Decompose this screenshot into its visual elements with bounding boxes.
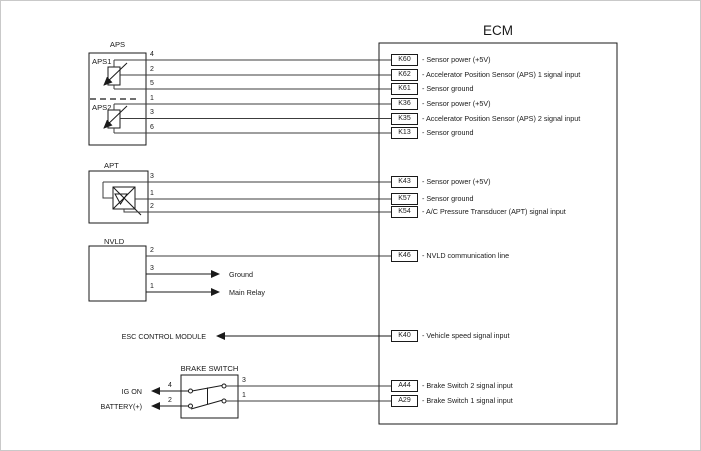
ecm-pin-id: K40 [391,330,418,342]
ecm-pin-id: K36 [391,98,418,110]
wire-number: 4 [168,381,172,389]
wire-number: 1 [150,94,154,102]
ig-on-label: IG ON [121,387,142,396]
aps-wires [114,60,391,133]
apt-box [89,171,148,223]
ecm-pin-id: K46 [391,250,418,262]
ground-label: Ground [229,270,253,279]
ecm-pin-id: K43 [391,176,418,188]
wire-number: 1 [150,189,154,197]
ecm-pin-desc: - Sensor power (+5V) [422,55,491,64]
battery-label: BATTERY(+) [100,402,142,411]
ecm-pin-desc: - Sensor ground [422,128,474,137]
wire-number: 4 [150,50,154,58]
nvld-title: NVLD [104,237,125,246]
brake-switch-contacts-icon [189,384,227,409]
ecm-pin-id: A44 [391,380,418,392]
ecm-pin-id: K13 [391,127,418,139]
ecm-pin-desc: - NVLD communication line [422,251,510,260]
ecm-pin-desc: - Sensor ground [422,194,474,203]
ecm-title: ECM [483,23,513,38]
brake-switch-wires [152,386,391,406]
wire-number: 2 [150,202,154,210]
brake-switch-title: BRAKE SWITCH [180,364,239,373]
wire-number: 2 [168,396,172,404]
wiring-diagram-canvas [1,1,701,451]
wire-number: 3 [150,172,154,180]
aps1-label: APS1 [92,57,112,66]
ecm-pin-desc: - Sensor power (+5V) [422,177,491,186]
aps2-label: APS2 [92,103,112,112]
nvld-box [89,246,146,301]
nvld-wires [146,256,391,292]
ecm-pin-desc: - Accelerator Position Sensor (APS) 2 signal input [422,113,581,123]
ecm-pin-id: K54 [391,206,418,218]
brake-switch-box [181,375,238,418]
apt-title: APT [104,161,119,170]
ecm-pin-id: K60 [391,54,418,66]
ecm-pin-desc: - Sensor ground [422,84,474,93]
ecm-pin-desc: - Vehicle speed signal input [422,331,510,340]
ecm-pin-id: K57 [391,193,418,205]
ecm-pin-desc: - Accelerator Position Sensor (APS) 1 signal input [422,70,581,79]
ecm-pin-desc: - A/C Pressure Transducer (APT) signal input [422,207,566,216]
ecm-pin-id: K62 [391,69,418,81]
ecm-pin-id: A29 [391,395,418,407]
wire-number: 5 [150,79,154,87]
aps-title: APS [109,40,126,49]
wire-number: 2 [150,65,154,73]
main-relay-label: Main Relay [229,288,265,297]
wire-number: 2 [150,246,154,254]
wire-number: 6 [150,123,154,131]
ecm-pin-id: K35 [391,113,418,125]
wire-number: 3 [242,376,246,384]
wire-number: 1 [242,391,246,399]
wire-number: 1 [150,282,154,290]
apt-wires [103,182,391,212]
ecm-pin-desc: - Brake Switch 1 signal input [422,396,513,405]
wire-number: 3 [150,264,154,272]
wire-number: 3 [150,109,154,116]
ecm-pin-desc: - Brake Switch 2 signal input [422,381,513,390]
ecm-pin-desc: - Sensor power (+5V) [422,99,491,108]
ecm-pin-id: K61 [391,83,418,95]
esc-module-label: ESC CONTROL MODULE [121,332,206,341]
